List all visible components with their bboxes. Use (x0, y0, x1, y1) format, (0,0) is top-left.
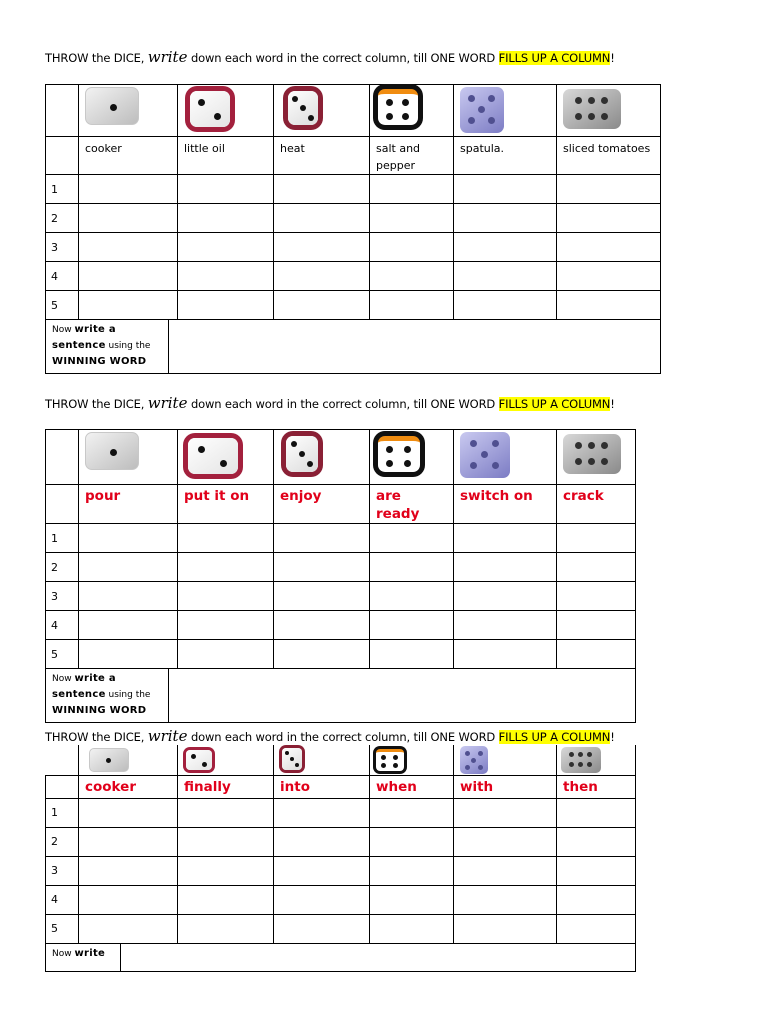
answer-row (46, 611, 636, 640)
answer-cell[interactable] (178, 885, 274, 914)
answer-row (46, 262, 661, 291)
answer-cell[interactable] (370, 885, 454, 914)
row-number: 4 (46, 611, 79, 640)
word-table-2 (45, 429, 636, 723)
answer-cell[interactable] (454, 798, 557, 827)
word-cell: enjoy (274, 485, 370, 524)
answer-cell[interactable] (178, 553, 274, 582)
row-number: 2 (46, 204, 79, 233)
answer-cell[interactable] (274, 611, 370, 640)
word-cell: into (274, 775, 370, 798)
die-three-icon (288, 91, 318, 125)
dice-game-section-3 (45, 727, 615, 745)
answer-cell[interactable] (178, 524, 274, 553)
word-cell: little oil (178, 137, 274, 175)
word-table-1 (45, 84, 661, 374)
answer-cell[interactable] (557, 798, 636, 827)
answer-cell[interactable] (79, 582, 178, 611)
answer-cell[interactable] (274, 582, 370, 611)
die-six-icon (563, 434, 621, 474)
answer-row (46, 175, 661, 204)
die-six-icon (561, 747, 601, 773)
answer-cell[interactable] (274, 798, 370, 827)
answer-cell[interactable] (79, 611, 178, 640)
answer-cell[interactable] (557, 204, 661, 233)
word-row (46, 485, 636, 524)
row-number: 3 (46, 233, 79, 262)
answer-cell[interactable] (454, 582, 557, 611)
answer-cell[interactable] (370, 798, 454, 827)
answer-cell[interactable] (79, 291, 178, 320)
answer-cell[interactable] (79, 914, 178, 943)
word-cell: salt and pepper (370, 137, 454, 175)
row-number: 1 (46, 798, 79, 827)
die-four-icon (378, 436, 420, 472)
answer-cell[interactable] (557, 233, 661, 262)
sentence-answer-cell[interactable] (169, 320, 661, 374)
die-three-icon (286, 436, 318, 472)
answer-cell[interactable] (370, 582, 454, 611)
word-cell: spatula. (454, 137, 557, 175)
row-number: 2 (46, 553, 79, 582)
row-number: 1 (46, 524, 79, 553)
row-number: 3 (46, 856, 79, 885)
word-cell: cooker (79, 137, 178, 175)
answer-cell[interactable] (557, 611, 636, 640)
answer-cell[interactable] (454, 856, 557, 885)
answer-cell[interactable] (178, 640, 274, 669)
word-row (46, 775, 636, 798)
answer-row (46, 640, 636, 669)
answer-cell[interactable] (454, 640, 557, 669)
answer-cell[interactable] (557, 262, 661, 291)
dice-row (46, 430, 636, 485)
answer-row (46, 291, 661, 320)
answer-cell[interactable] (557, 914, 636, 943)
instructions-heading: THROW the DICE, write down each word in the correct column, till ONE WORD FILLS UP A COLUMN! (45, 394, 615, 412)
sentence-table (45, 943, 636, 972)
answer-cell[interactable] (79, 175, 178, 204)
answer-cell[interactable] (454, 262, 557, 291)
answer-cell[interactable] (79, 262, 178, 291)
answer-cell[interactable] (557, 175, 661, 204)
answer-cell[interactable] (274, 291, 370, 320)
answer-cell[interactable] (79, 885, 178, 914)
answer-cell[interactable] (274, 175, 370, 204)
answer-cell[interactable] (274, 856, 370, 885)
die-four-icon (378, 89, 418, 125)
answer-cell[interactable] (274, 262, 370, 291)
answer-cell[interactable] (370, 553, 454, 582)
answer-cell[interactable] (79, 798, 178, 827)
answer-cell[interactable] (454, 204, 557, 233)
answer-cell[interactable] (178, 798, 274, 827)
answer-cell[interactable] (79, 233, 178, 262)
answer-cell[interactable] (557, 553, 636, 582)
word-cell: switch on (454, 485, 557, 524)
answer-cell[interactable] (557, 582, 636, 611)
answer-row (46, 233, 661, 262)
answer-cell[interactable] (370, 524, 454, 553)
answer-cell[interactable] (274, 827, 370, 856)
answer-cell[interactable] (557, 827, 636, 856)
answer-cell[interactable] (178, 175, 274, 204)
answer-cell[interactable] (178, 856, 274, 885)
answer-cell[interactable] (178, 582, 274, 611)
answer-cell[interactable] (274, 914, 370, 943)
die-three-icon (282, 748, 302, 770)
answer-cell[interactable] (178, 262, 274, 291)
answer-cell[interactable] (274, 233, 370, 262)
sentence-table (45, 668, 636, 723)
answer-cell[interactable] (178, 233, 274, 262)
answer-cell[interactable] (178, 291, 274, 320)
answer-cell[interactable] (370, 204, 454, 233)
word-cell: put it on (178, 485, 274, 524)
answer-cell[interactable] (79, 204, 178, 233)
dice-row (46, 745, 636, 775)
answer-cell[interactable] (454, 233, 557, 262)
answer-cell[interactable] (454, 914, 557, 943)
sentence-answer-cell[interactable] (121, 943, 636, 971)
answer-cell[interactable] (178, 914, 274, 943)
row-number: 3 (46, 582, 79, 611)
answer-cell[interactable] (274, 640, 370, 669)
sentence-prompt: Now write (46, 943, 121, 971)
answer-cell[interactable] (370, 233, 454, 262)
die-five-icon (460, 746, 488, 774)
die-two-icon (188, 438, 238, 474)
answer-cell[interactable] (454, 827, 557, 856)
answer-cell[interactable] (454, 611, 557, 640)
sentence-prompt: Now write a sentence using the WINNING WORD (46, 320, 169, 374)
word-cell: heat (274, 137, 370, 175)
answer-cell[interactable] (557, 885, 636, 914)
answer-row (46, 856, 636, 885)
answer-cell[interactable] (557, 856, 636, 885)
die-two-icon (186, 750, 212, 770)
answer-cell[interactable] (274, 524, 370, 553)
word-row (46, 137, 661, 175)
word-cell: then (557, 775, 636, 798)
dice-game-section-2 (45, 394, 615, 412)
answer-row (46, 553, 636, 582)
answer-row (46, 204, 661, 233)
answer-cell[interactable] (274, 553, 370, 582)
sentence-answer-cell[interactable] (169, 669, 636, 723)
answer-cell[interactable] (454, 291, 557, 320)
answer-cell[interactable] (557, 291, 661, 320)
row-number: 5 (46, 640, 79, 669)
die-two-icon (190, 91, 230, 127)
answer-cell[interactable] (370, 914, 454, 943)
word-table-3 (45, 745, 636, 972)
row-number: 2 (46, 827, 79, 856)
answer-row (46, 914, 636, 943)
row-number: 4 (46, 262, 79, 291)
answer-cell[interactable] (274, 885, 370, 914)
sentence-prompt: Now write a sentence using the WINNING WORD (46, 669, 169, 723)
answer-cell[interactable] (79, 640, 178, 669)
answer-row (46, 885, 636, 914)
word-cell: are ready (370, 485, 454, 524)
die-one-icon (85, 432, 139, 470)
dice-game-section-1 (45, 48, 615, 66)
highlighted-text: FILLS UP A COLUMN (498, 397, 611, 411)
die-five-icon (460, 432, 510, 478)
row-number: 4 (46, 885, 79, 914)
answer-cell[interactable] (370, 827, 454, 856)
answer-cell[interactable] (370, 611, 454, 640)
answer-row (46, 798, 636, 827)
word-cell: with (454, 775, 557, 798)
word-cell: pour (79, 485, 178, 524)
die-five-icon (460, 87, 504, 133)
word-cell: crack (557, 485, 636, 524)
die-one-icon (89, 748, 129, 772)
row-number: 5 (46, 914, 79, 943)
highlighted-text: FILLS UP A COLUMN (498, 51, 611, 65)
answer-cell[interactable] (454, 885, 557, 914)
answer-cell[interactable] (370, 640, 454, 669)
sentence-table (45, 319, 661, 374)
answer-cell[interactable] (79, 827, 178, 856)
answer-cell[interactable] (370, 262, 454, 291)
highlighted-text: FILLS UP A COLUMN (498, 730, 611, 744)
answer-row (46, 582, 636, 611)
answer-cell[interactable] (370, 856, 454, 885)
row-number: 1 (46, 175, 79, 204)
answer-cell[interactable] (454, 553, 557, 582)
answer-cell[interactable] (274, 204, 370, 233)
answer-row (46, 524, 636, 553)
answer-cell[interactable] (178, 204, 274, 233)
answer-cell[interactable] (557, 640, 636, 669)
answer-cell[interactable] (79, 856, 178, 885)
answer-cell[interactable] (178, 611, 274, 640)
answer-cell[interactable] (370, 291, 454, 320)
word-cell: cooker (79, 775, 178, 798)
row-number: 5 (46, 291, 79, 320)
instructions-heading: THROW the DICE, write down each word in the correct column, till ONE WORD FILLS UP A COLUMN! (45, 727, 615, 745)
die-four-icon (376, 749, 404, 771)
answer-cell[interactable] (79, 553, 178, 582)
die-one-icon (85, 87, 139, 125)
word-cell: finally (178, 775, 274, 798)
dice-row (46, 85, 661, 137)
word-cell: when (370, 775, 454, 798)
answer-row (46, 827, 636, 856)
word-cell: sliced tomatoes (557, 137, 661, 175)
answer-cell[interactable] (454, 175, 557, 204)
answer-cell[interactable] (79, 524, 178, 553)
answer-cell[interactable] (454, 524, 557, 553)
die-six-icon (563, 89, 621, 129)
instructions-heading: THROW the DICE, write down each word in the correct column, till ONE WORD FILLS UP A COLUMN! (45, 48, 615, 66)
answer-cell[interactable] (370, 175, 454, 204)
answer-cell[interactable] (557, 524, 636, 553)
answer-cell[interactable] (178, 827, 274, 856)
